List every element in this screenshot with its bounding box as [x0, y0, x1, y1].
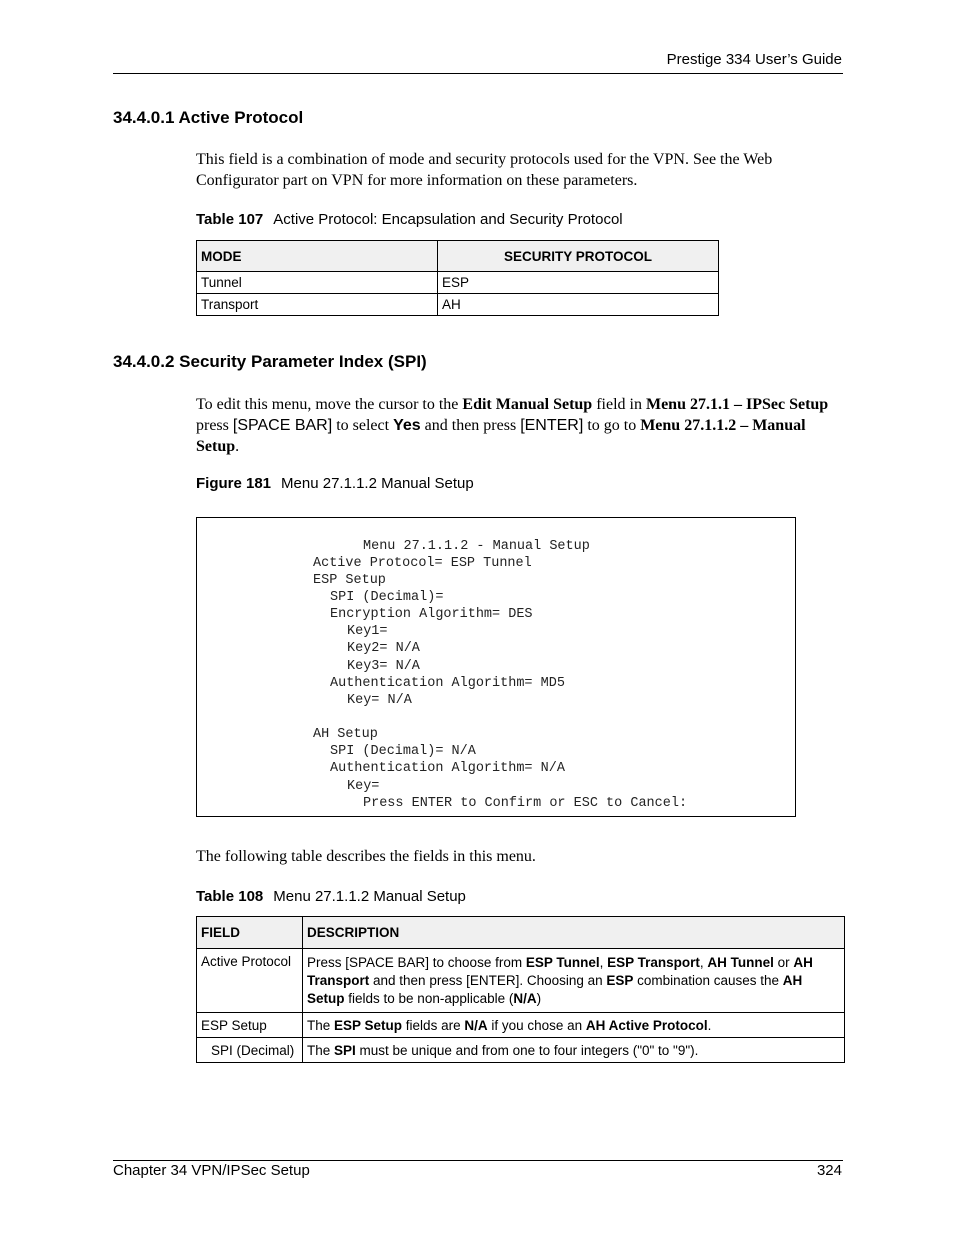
text: To edit this menu, move the cursor to the [196, 396, 463, 413]
section-heading-active-protocol: 34.4.0.1 Active Protocol [113, 108, 304, 127]
cell-description [303, 949, 845, 1013]
screen-line: Key1= [347, 624, 388, 639]
header-rule [113, 73, 843, 74]
text: if you chose an [487, 1018, 586, 1033]
text: and then press [420, 417, 521, 434]
key-text: [SPACE BAR] [232, 417, 333, 434]
bold-text: ESP Tunnel [525, 955, 600, 970]
text: combination causes the [633, 973, 783, 988]
table-108-caption [196, 888, 466, 905]
text: The [307, 1018, 335, 1033]
bold-text: AH Setup [307, 973, 803, 1006]
bold-text: Menu 27.1.1 – IPSec Setup [645, 396, 829, 413]
bold-text: SPI [334, 1043, 356, 1058]
active-protocol-paragraph: This field is a combination of mode and security protocols used for the VPN. See the Web Configurator part on VPN for more information on these parameters. [196, 151, 773, 189]
bold-text: N/A [464, 1018, 488, 1033]
table-row [197, 1038, 845, 1063]
screen-line: SPI (Decimal)= [330, 590, 444, 605]
page-number: 324 [816, 1162, 842, 1179]
figure-181-caption [196, 475, 474, 492]
cell-mode: Tunnel [197, 272, 438, 294]
text: . [235, 438, 240, 455]
text: field in [592, 396, 646, 413]
table-107-label: Table 107 [196, 211, 264, 228]
table-header-row [197, 917, 845, 949]
following-text: The following table describes the fields in this menu. [196, 848, 536, 865]
table-row [197, 949, 845, 1013]
bold-text: Edit Manual Setup [462, 396, 593, 413]
screen-line: Key3= N/A [347, 659, 420, 674]
header-security-protocol: SECURITY PROTOCOL [438, 241, 719, 272]
cell-description [303, 1013, 845, 1038]
text: , [599, 955, 608, 970]
text: or [773, 955, 794, 970]
figure-181-title: Menu 27.1.1.2 Manual Setup [281, 475, 474, 492]
text: to go to [583, 417, 641, 434]
table-row [197, 294, 719, 316]
key-text: [ENTER] [520, 417, 584, 434]
cell-field: Active Protocol [197, 949, 303, 1013]
screen-line: SPI (Decimal)= N/A [330, 744, 476, 759]
screen-line: Authentication Algorithm= MD5 [330, 676, 565, 691]
text: must be unique and from one to four integers ("0" to "9"). [355, 1043, 699, 1058]
bold-text: N/A [513, 991, 537, 1006]
text: , [699, 955, 708, 970]
screen-line: Encryption Algorithm= DES [330, 607, 533, 622]
text: fields to be non-applicable ( [344, 991, 514, 1006]
text: to select [332, 417, 394, 434]
table-107-caption [196, 211, 623, 228]
bold-text: AH Tunnel [707, 955, 774, 970]
bold-text: ESP Transport [607, 955, 700, 970]
bold-text: AH Transport [307, 955, 813, 988]
bold-text: ESP [606, 973, 634, 988]
cell-mode: Transport [197, 294, 438, 316]
screen-line: ESP Setup [313, 573, 386, 588]
bold-text: Menu 27.1.1.2 – Manual Setup [196, 417, 806, 455]
table-row [197, 1013, 845, 1038]
text: fields are [402, 1018, 465, 1033]
spi-paragraph [196, 394, 836, 457]
footer-rule [113, 1160, 843, 1161]
table-108 [196, 916, 845, 1063]
table-header-row [197, 241, 719, 272]
screen-line: Authentication Algorithm= N/A [330, 761, 565, 776]
footer-chapter: Chapter 34 VPN/IPSec Setup [113, 1162, 310, 1179]
screen-line: Key2= N/A [347, 641, 420, 656]
text: and then press [ENTER]. Choosing an [369, 973, 607, 988]
screen-prompt: Press ENTER to Confirm or ESC to Cancel: [363, 796, 688, 811]
screen-line: AH Setup [313, 727, 378, 742]
header-description: DESCRIPTION [303, 917, 845, 949]
text: The [307, 1043, 335, 1058]
table-107 [196, 240, 719, 316]
bold-text: Yes [393, 417, 421, 434]
bold-text: AH Active Protocol [585, 1018, 708, 1033]
figure-181-label: Figure 181 [196, 475, 272, 492]
text: Press [SPACE BAR] to choose from [307, 955, 526, 970]
menu-screen-figure [196, 517, 796, 817]
cell-protocol: ESP [438, 272, 719, 294]
screen-title: Menu 27.1.1.2 - Manual Setup [363, 539, 590, 554]
cell-description [303, 1038, 845, 1063]
table-108-title: Menu 27.1.1.2 Manual Setup [273, 888, 466, 905]
cell-protocol: AH [438, 294, 719, 316]
screen-line: Key= N/A [347, 693, 412, 708]
text: . [707, 1018, 712, 1033]
table-108-label: Table 108 [196, 888, 264, 905]
header-mode: MODE [197, 241, 438, 272]
running-header: Prestige 334 User’s Guide [666, 51, 842, 68]
screen-line: Active Protocol= ESP Tunnel [313, 556, 532, 571]
cell-field: ESP Setup [197, 1013, 303, 1038]
section-heading-spi: 34.4.0.2 Security Parameter Index (SPI) [113, 352, 427, 371]
cell-field: SPI (Decimal) [197, 1038, 303, 1063]
text: press [196, 417, 233, 434]
screen-line: Key= [347, 779, 380, 794]
bold-text: ESP Setup [334, 1018, 403, 1033]
table-107-title: Active Protocol: Encapsulation and Security Protocol [273, 211, 623, 228]
header-field: FIELD [197, 917, 303, 949]
text: ) [536, 991, 542, 1006]
table-row [197, 272, 719, 294]
